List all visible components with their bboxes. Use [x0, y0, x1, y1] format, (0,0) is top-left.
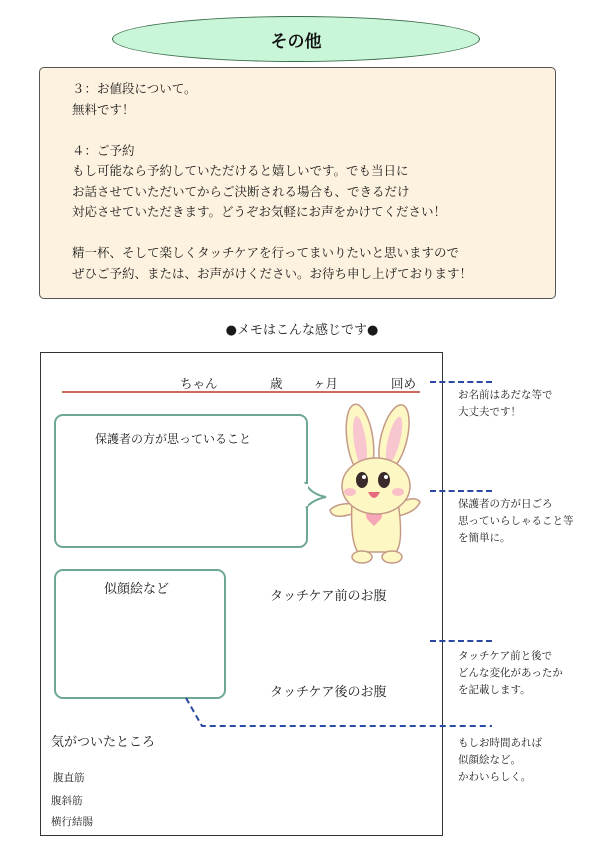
noticed-label: 気がついたところ [51, 735, 156, 750]
note-line: を簡単に。 [458, 532, 511, 544]
muscle-item: 腹斜筋 [51, 795, 83, 807]
info-line: ぜひご予約、または、お声がけください。お待ち申し上げております！ [72, 265, 473, 281]
note-name [458, 387, 553, 421]
name-underline [62, 391, 420, 393]
info-line: もし可能なら予約していただけると嬉しいです。でも当日に [72, 163, 409, 178]
info-line: ３：お値段について。 [72, 81, 197, 96]
note-line: お名前はあだな等で [458, 389, 553, 401]
note-line: どんな変化があったか [458, 667, 563, 679]
page-title: その他 [270, 31, 322, 52]
note-line: 保護者の方が日ごろ [458, 498, 553, 510]
header-kai: 回め [391, 376, 417, 391]
leader-line-parent [430, 490, 492, 492]
info-line: 対応させていただきます。どうぞお気軽にお声をかけてください！ [72, 204, 447, 219]
portrait-label: 似顔絵など [104, 582, 170, 597]
muscle-item: 横行結腸 [51, 816, 93, 828]
info-line: お話させていただいてからご決断される場合も、できるだけ [72, 183, 410, 199]
title-oval [112, 16, 480, 62]
note-portrait [458, 735, 542, 786]
note-change [458, 648, 563, 699]
note-line: 似顔絵など。 [458, 754, 521, 766]
header-month: ヶ月 [313, 376, 339, 391]
info-line: 無料です！ [72, 101, 135, 117]
note-parent [458, 496, 574, 547]
info-line: 精一杯、そして楽しくタッチケアを行ってまいりたいと思いますので [72, 245, 460, 260]
note-line: かわいらしく。 [458, 771, 532, 783]
info-blank [72, 120, 555, 141]
note-line: もしお時間あれば [458, 737, 542, 749]
leader-line-portrait [180, 696, 500, 732]
muscle-item: 腹直筋 [53, 772, 85, 784]
note-line: タッチケア前と後で [458, 650, 553, 662]
after-label: タッチケア後のお腹 [270, 685, 387, 700]
before-label: タッチケア前のお腹 [270, 589, 387, 604]
rabbit-illustration [322, 402, 428, 564]
memo-heading: ●メモはこんな感じです● [225, 323, 379, 338]
note-line: 大丈夫です！ [458, 406, 521, 418]
note-line: 思っていらしゃること等 [458, 515, 574, 527]
header-chan: ちゃん [180, 376, 218, 391]
info-box [39, 67, 556, 299]
leader-line-change [430, 640, 492, 642]
parent-box-label: 保護者の方が思っていること [95, 432, 252, 446]
info-line: ４：ご予約 [72, 142, 135, 158]
note-line: を記載します。 [458, 684, 531, 696]
info-blank [72, 223, 555, 244]
leader-line-name [430, 381, 492, 383]
header-sai: 歳 [270, 376, 283, 391]
